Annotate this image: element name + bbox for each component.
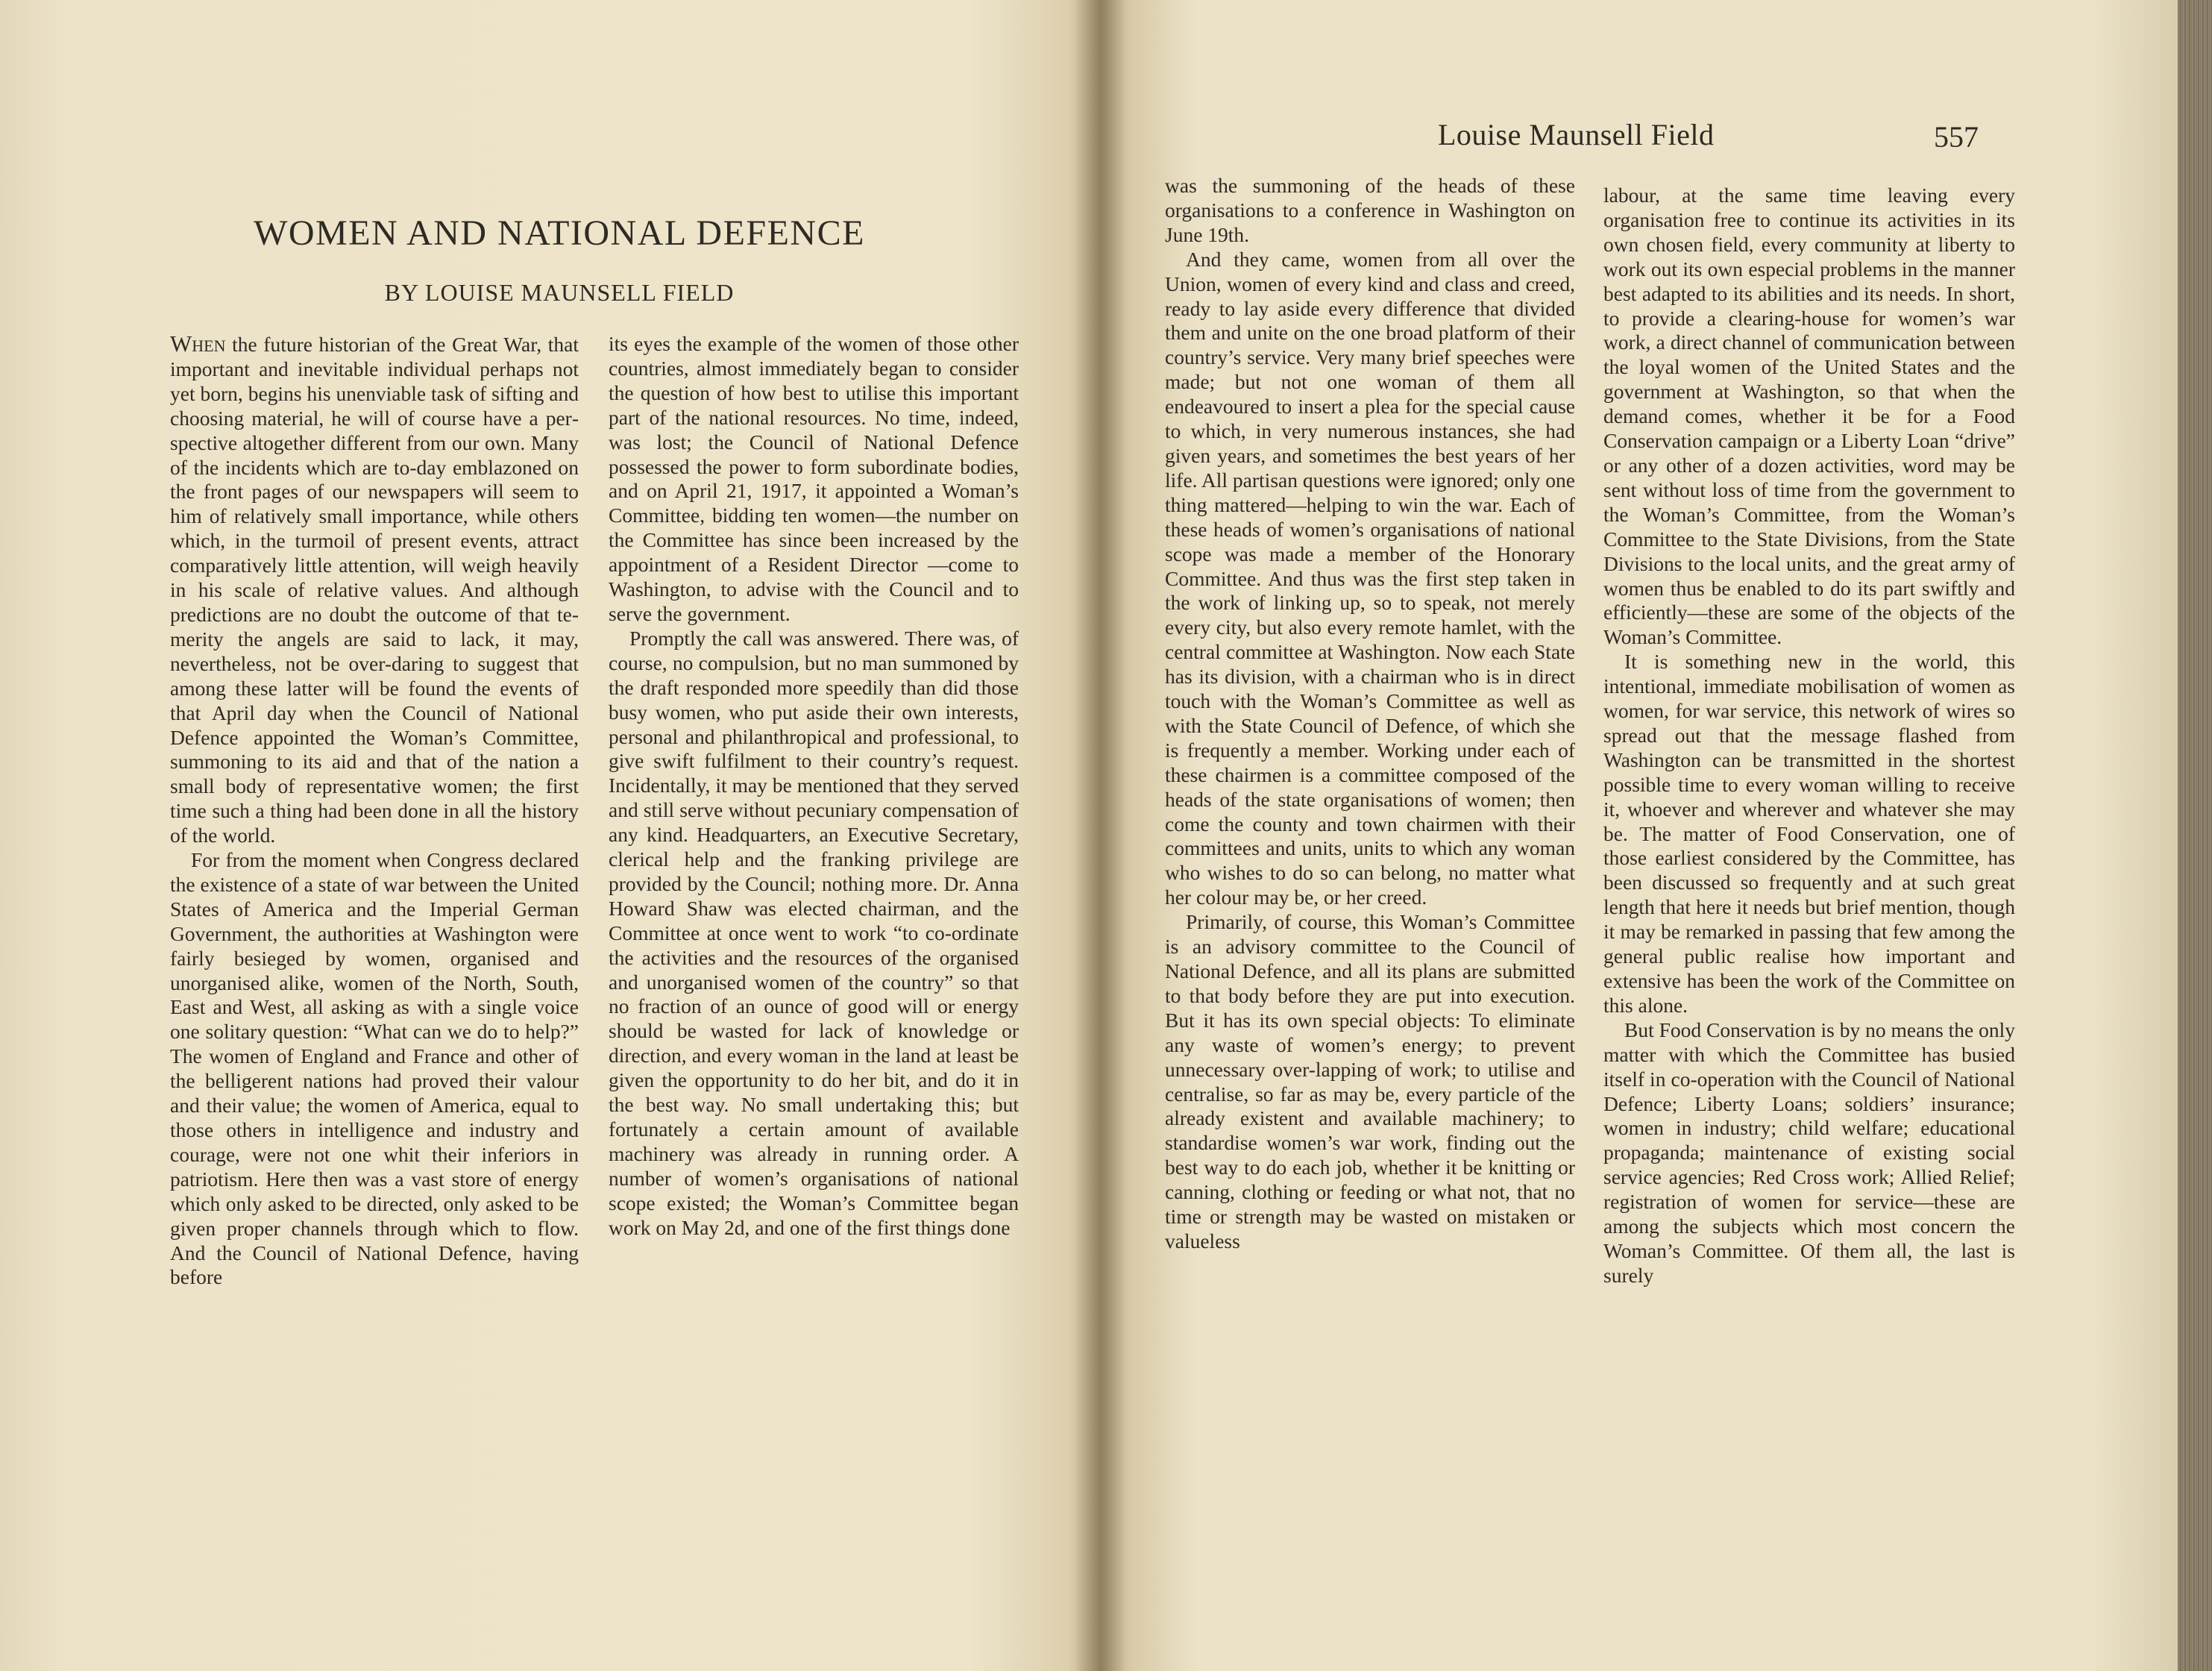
article-title: WOMEN AND NATIONAL DEFENCE — [254, 213, 865, 253]
left-page — [0, 0, 1100, 1671]
paragraph: It is something new in the world, this intentional, immediate mobilisation of women as women, for war service, this network of wires so spread out that the message flashed from Washington can be transmitted in the shortest possible time to every woman willing to receive it, whoever and wherever and whatever she may be. The matter of Food Conservation, one of those earliest considered by the Committee, has been discussed so frequently and at such great length that here it needs but brief mention, though it may be remarked in passing that few among the general public realise how important and extensive has been the work of the Committee on this alone. — [1603, 650, 2015, 1017]
paragraph: Promptly the call was answered. There was, of course, no compulsion, but no man summoned by the draft responded more speedily than did those busy women, who put aside their own interests, personal and philanthropical and professional, to give swift fulfilment to their country’s request. Incidentally, it may be mentioned that they served and still serve without pecuniary compensation of any kind. Headquarters, an Executive Secretary, clerical help and the franking privilege are provided by the Council; nothing more. Dr. Anna Howard Shaw was elected chairman, and the Committee at once went to work “to co-ordinate the activities and the resources of the organised and unorganised women of the country” so that no fraction of an ounce of good will or energy should be wasted for lack of knowledge or direction, and every woman in the land at least be given the opportunity to do her bit, and do it in the best way. No small undertaking this; but fortunately a certain amount of available machinery was already in running order. A number of women’s organisations of national scope existed; the Woman’s Committee began work on May 2d, and one of the first things done — [609, 626, 1019, 1239]
paragraph: its eyes the example of the women of those other countries, almost immediately began to consider the question of how best to utilise this important part of the national resources. No time, indeed, was lost; the Council of National Defence possessed the power to form subordinate bodies, and on April 21, 1917, it appointed a Woman’s Committee, bidding ten women—the number on the Committee has since been increased by the appointment of a Resident Director —come to Washington, to advise with the Council and to serve the government. — [609, 332, 1019, 625]
paragraph: labour, at the same time leaving every organisation free to continue its activities in its own chosen field, every community at liberty to work out its own especial problems in the manner best adapted to its abilities and its needs. In short, to provide a clearing-house for women’s war work, a direct channel of communication between the loyal women of the United States and the government at Washington, so that when the demand comes, whether it be for a Food Conservation campaign or a Liberty Loan “drive” or any other of a dozen activities, word may be sent without loss of time from the government to the Woman’s Committee, from the Woman’s Committee to the State Divisions, from the State Divisions to the local units, and the great army of women thus be enabled to do its part swiftly and efficiently—these are some of the objects of the Woman’s Committee. — [1603, 184, 2015, 649]
paragraph: Primarily, of course, this Woman’s Committee is an advisory committee to the Council of National Defence, and all its plans are submitted to that body before they are put into execution. But it has its own special objects: To eliminate any waste of women’s energy; to prevent unnecessary over-lapping of work; to utilise and centralise, so far as may be, every particle of the already existent and available machinery; to standardise women’s war work, finding out the best way to do each job, whether it be knitting or canning, clothing or feeding or what not, that no time or strength may be wasted on mistaken or valueless — [1165, 910, 1575, 1253]
paragraph: For from the moment when Congress declared the existence of a state of war between the United States of America and the Imperial German Government, the authorities at Washington were fairly besieged by women, organised and unorganised alike, women of the North, South, East and West, all asking as with a single voice one solitary question: “What can we do to help?” The women of England and France and other of the belligerent nations had proved their valour and their value; the women of America, equal to those others in intelligence and industry and courage, were not one whit their inferiors in patriotism. Here then was a vast store of energy which only asked to be directed, only asked to be given proper channels through which to flow. And the Council of National Defence, having before — [170, 848, 579, 1289]
page-edges — [2178, 0, 2212, 1671]
paragraph: But Food Conservation is by no means the only matter with which the Committee has busied itself in co-operation with the Council of National Defence; Liberty Loans; soldiers’ insurance; women in industry; child welfare; educational propaganda; maintenance of existing social service agencies; Red Cross work; Allied Relief; registration of women for service—these are among the subjects which most concern the Woman’s Committee. Of them all, the last is surely — [1603, 1018, 2016, 1287]
paragraph: And they came, women from all over the Union, women of every kind and class and creed, ready to lay aside every difference that divided them and unite on the one broad platform of their country’s service. Very many brief speeches were made; but not one woman of them all endeavoured to insert a plea for the special cause to which, in very numerous instances, she had given years, and sometimes the best years of her life. All partisan questions were ignored; only one thing mattered—helping to win the war. Each of these heads of women’s organisations of national scope was made a member of the Honorary Committee. And thus was the first step taken in the work of linking up, so to speak, not merely every city, but also every remote hamlet, with the central committee at Washington. Now each State has its division, with a chairman who is in direct touch with the Woman’s Committee as well as with the State Council of Defence, of which she is frequently a member. Working under each of these chairmen is a committee composed of the heads of the state organisations of women; then come the county and town chairmen with their committees and units, units to which any woman who wishes to do so can belong, no matter what her colour may be, or her creed. — [1165, 247, 1575, 909]
paragraph: was the summoning of the heads of these organisations to a conference in Washington on June 19th. — [1165, 174, 1575, 246]
text-column-3 — [1165, 174, 1575, 1254]
text-column-1 — [170, 332, 579, 1290]
paragraph-text: the future historian of the Great War, that important and inevitable individual perhaps not yet born, begins his unenviable task of sifting and choosing material, he will of course have a perspective altogether different from our own. Many of the incidents which are to-day emblazoned on the front pages of our newspapers will seem to him of relatively small importance, while others which, in the turmoil of present events, attract comparatively little attention, will weigh heavily in his scale of relative values. And although predictions are no doubt the outcome of that temerity the angels are said to lack, it may, nevertheless, not be over-daring to suggest that among these latter will be found the events of that April day when the Council of National Defence appointed the Woman’s Committee, summoning to its aid and that of the nation a small body of representative women; the first time such a thing had been done in all the history of the world. — [170, 333, 579, 847]
paragraph — [170, 332, 579, 848]
text-column-4 — [1603, 184, 2015, 1288]
byline: BY LOUISE MAUNSELL FIELD — [384, 279, 735, 306]
running-head: Louise Maunsell Field — [1438, 118, 1715, 151]
text-column-2 — [609, 332, 1019, 1241]
page-number: 557 — [1934, 120, 1979, 154]
dropcap-word: When — [170, 330, 226, 357]
